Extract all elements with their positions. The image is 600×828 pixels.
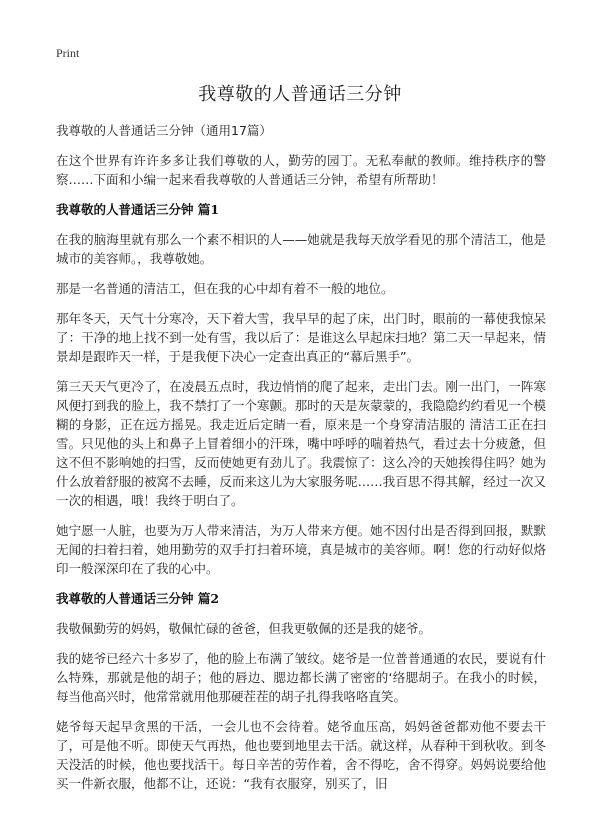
paragraph: 我的姥爷已经六十多岁了，他的脸上布满了皱纹。姥爷是一位普普通通的农民，要说有什么特殊，那就是他的胡子；他的唇边、腮边都长满了密密的‘络腮胡子。在我小的时候，每当他高兴时，他常常就用他那硬茬茬的胡子扎得我咯咯直笑。 xyxy=(56,651,546,704)
paragraph: 在我的脑海里就有那么一个素不相识的人——她就是我每天放学看见的那个清洁工，他是城市的美容师。，我尊敬她。 xyxy=(56,232,546,266)
paragraph: 那年冬天，天气十分寒冷，天下着大雪，我早早的起了床，出门时，眼前的一幕使我惊呆了：干净的地上找不到一处有雪，我以后了：是谁这么早起床扫地？第二天一早起来，情景却是跟昨天一样，于是我便下决心一定查出真正的“幕后黑手”。 xyxy=(56,311,546,364)
section-heading-1: 我尊敬的人普通话三分钟 篇1 xyxy=(56,202,220,217)
paragraph: 她宁愿一人脏，也要为万人带来清洁，为万人带来方便。她不因付出是否得到回报，默默无闻的扫着扫着，她用勤劳的双手打扫着环境，真是城市的美容师。啊！您的行动好似烙印一般深深印在了我的心中。 xyxy=(56,523,546,576)
article-subtitle: 我尊敬的人普通话三分钟（通用17篇） xyxy=(56,123,272,138)
section-heading-2: 我尊敬的人普通话三分钟 篇2 xyxy=(56,591,220,606)
intro-paragraph: 在这个世界有许许多多让我们尊敬的人，勤劳的园丁。无私奉献的教师。维持秩序的警察……下面和小编一起来看我尊敬的人普通话三分钟，希望有所帮助！ xyxy=(56,153,546,187)
page-title: 我尊敬的人普通话三分钟 xyxy=(198,84,402,105)
paragraph: 姥爷每天起早贪黑的干活，一会儿也不会待着。姥爷血压高，妈妈爸爸都劝他不要去干了，可是他不听。即使天气再热，他也要到地里去干活。就这样，从春种干到秋收。到冬天没活的时候，他也要找活干。每日辛苦的劳作着，舍不得吃，舍不得穿。妈妈说要给他买一件新衣服，他都不让，还说：“我有衣服穿，别买了，旧 xyxy=(56,719,546,791)
paragraph: 第三天天气更冷了，在凌晨五点时，我边悄悄的爬了起来，走出门去。刚一出门，一阵寒风便打到我的脸上，我不禁打了一个寒颤。那时的天是灰蒙蒙的，我隐隐约约看见一个模糊的身影，正在远方摇晃。我走近后定睛一看，原来是一个身穿清洁服的 清洁工正在扫雪。只见他的头上和鼻子上冒着细小的汗珠，嘴中呼呼的喘着热气，看过去十分疲惫，但这不但不影响她的扫雪，反而使她更有劲儿了。我震惊了：这么冷的天她挨得住吗？她为什么放着舒服的被窝不去睡，反而来这儿为大家服务呢……我百思不得其解，经过一次又一次的相遇，哦！我终于明白了。 xyxy=(56,379,546,508)
paragraph: 那是一名普通的清洁工，但在我的心中却有着不一般的地位。 xyxy=(56,281,394,296)
paragraph: 我敬佩勤劳的妈妈，敬佩忙碌的爸爸，但我更敬佩的还是我的姥爷。 xyxy=(56,621,432,636)
print-link[interactable]: Print xyxy=(56,46,80,60)
article-body xyxy=(56,121,546,804)
